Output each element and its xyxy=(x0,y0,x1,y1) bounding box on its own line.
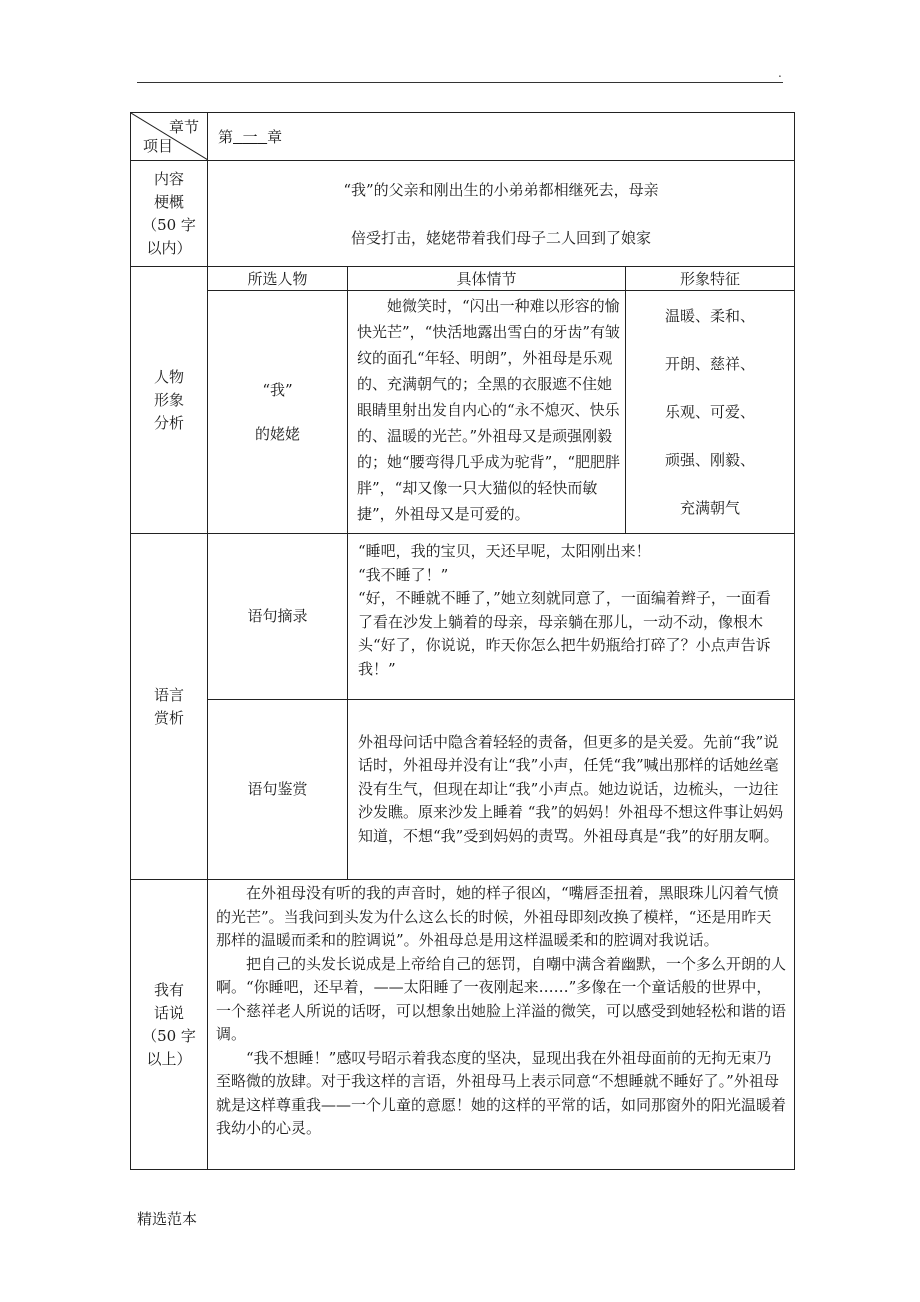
excerpt-text: “睡吧，我的宝贝，天还早呢，太阳刚出来！ “我不睡了！” “好，不睡就不睡了，”她立刻就同意了，一面编着辫子，一面看了看在沙发上躺着的母亲，母亲躺在那儿，一动不动，像根木头“好了，你说说，昨天你怎么把牛奶瓶给打碎了？小点声告诉我！” xyxy=(348,534,795,700)
chapter-prefix: 第 xyxy=(218,128,234,146)
character-header-row xyxy=(131,267,795,291)
excerpt-label: 语句摘录 xyxy=(208,534,348,700)
summary-label: 内容 梗概 （50 字 以内） xyxy=(131,161,208,267)
header-selected-person: 所选人物 xyxy=(208,267,348,291)
language-label: 语言 赏析 xyxy=(131,534,208,880)
chapter-number: 一 xyxy=(242,128,258,146)
selected-person: “我” 的姥姥 xyxy=(208,291,348,534)
chapter-cell xyxy=(208,113,795,161)
character-row xyxy=(131,291,795,534)
header-rule xyxy=(137,82,783,83)
opinion-label: 我有 话说 （50 字 以上） xyxy=(131,880,208,1170)
header-plot: 具体情节 xyxy=(348,267,626,291)
analysis-table xyxy=(130,112,795,1170)
excerpt-row xyxy=(131,534,795,700)
chapter-suffix: 章 xyxy=(267,128,283,146)
appreciation-row xyxy=(131,700,795,880)
appreciation-label: 语句鉴赏 xyxy=(208,700,348,880)
corner-cell xyxy=(131,113,208,161)
chapter-row xyxy=(131,113,795,161)
footer-label: 精选范本 xyxy=(137,1210,198,1228)
header-traits: 形象特征 xyxy=(626,267,795,291)
character-label: 人物 形象 分析 xyxy=(131,267,208,534)
opinion-text: 在外祖母没有听的我的声音时，她的样子很凶，“嘴唇歪扭着，黑眼珠儿闪着气愤的光芒”。当我问到头发为什么这么长的时候，外祖母即刻改换了模样，“还是用昨天那样的温暖而柔和的腔调说”。外祖母总是用这样温暖柔和的腔调对我说话。 把自己的头发长说成是上帝给自己的惩罚，自嘲中满含着幽默，一个多么开朗的人啊。“你睡吧，还早着，——太阳睡了一夜刚起来……”多像在一个童话般的世界中，一个慈祥老人所说的话呀，可以想象出她脸上洋溢的微笑，可以感受到她轻松和谐的语调。 “我不想睡！”感叹号昭示着我态度的坚决，显现出我在外祖母面前的无拘无束乃至略微的放肆。对于我这样的言语，外祖母马上表示同意“不想睡就不睡好了。”外祖母就是这样尊重我——一个儿童的意愿！她的这样的平常的话，如同那窗外的阳光温暖着我幼小的心灵。 xyxy=(208,880,795,1170)
plot-text: 她微笑时，“闪出一种难以形容的愉快光芒”，“快活地露出雪白的牙齿”有皱纹的面孔“年轻、明朗”，外祖母是乐观的、充满朝气的；全黑的衣服遮不住她眼睛里射出发自内心的“永不熄灭、快乐的、温暖的光芒。”外祖母又是顽强刚毅的；她“腰弯得几乎成为驼背”，“肥肥胖胖”，“却又像一只大猫似的轻快而敏捷”，外祖母又是可爱的。 xyxy=(348,291,626,534)
appreciation-text: 外祖母问话中隐含着轻轻的责备，但更多的是关爱。先前“我”说话时，外祖母并没有让“我”小声，任凭“我”喊出那样的话她丝毫没有生气，但现在却让“我”小声点。她边说话，边梳头，一边往沙发瞧。原来沙发上睡着 “我”的妈妈！外祖母不想这件事让妈妈知道，不想“我”受到妈妈的责骂。外祖母真是“我”的好朋友啊。 xyxy=(348,700,795,880)
corner-top-label: 章节 xyxy=(168,118,199,136)
summary-text: “我”的父亲和刚出生的小弟弟都相继死去，母亲 倍受打击，姥姥带着我们母子二人回到了娘家 xyxy=(208,161,795,267)
corner-bottom-label: 项目 xyxy=(143,137,174,155)
traits-list: 温暖、柔和、 开朗、慈祥、 乐观、可爱、 顽强、刚毅、 充满朝气 xyxy=(626,291,795,534)
summary-row xyxy=(131,161,795,267)
opinion-row xyxy=(131,880,795,1170)
header-dot: . xyxy=(778,66,782,80)
